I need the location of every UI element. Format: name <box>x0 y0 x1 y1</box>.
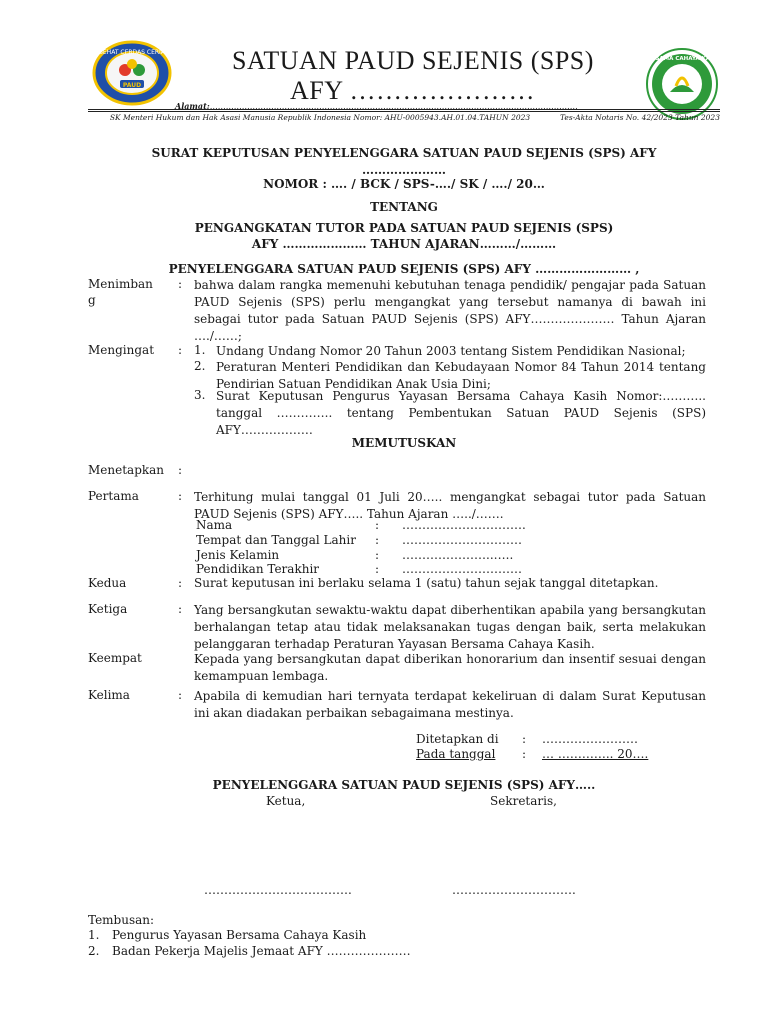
field-value: ………………………… <box>402 533 522 547</box>
tembusan-item: Badan Pekerja Majelis Jemaat AFY ………………… <box>112 944 411 958</box>
paud-logo <box>92 40 172 106</box>
menetapkan-label: Menetapkan <box>88 463 165 477</box>
menimbang-text: bahwa dalam rangka memenuhi kebutuhan tenaga pendidik/ pengajar pada Satuan PAUD Sejenis (SPS) perlu mengangkat yang tersebut namanya di bawah ini sebagai tutor pada Satuan PAUD Sejenis (SPS) AFY………………… Tahun Ajaran …./……; <box>194 278 706 343</box>
field-colon: : <box>375 548 380 562</box>
subject-line2: AFY ………………… TAHUN AJARAN………/……… <box>251 237 557 251</box>
ketiga-text: Yang bersangkutan sewaktu-waktu dapat diberhentikan apabila yang bersangkutan berhalangan tetap atau tidak melaksanakan tugas dengan baik, serta melakukan pelanggaran terhadap Peraturan Yayasan Bersama Cahaya Kasih. <box>194 603 706 651</box>
tembusan-item-num: 2. <box>88 944 100 958</box>
field-value: ………………………… <box>402 562 522 576</box>
keempat-label: Keempat <box>88 651 142 665</box>
decree-number: NOMOR : …. / BCK / SPS-…./ SK / …./ 20… <box>263 177 545 191</box>
mengingat-item-num: 1. <box>194 343 206 357</box>
ketiga-label: Ketiga <box>88 602 128 616</box>
sekretaris-signature-line: …………………………. <box>452 883 576 897</box>
mengingat-item-num: 3. <box>194 388 206 402</box>
field-value: …………………………. <box>402 518 526 532</box>
penyelenggara-heading: PENYELENGGARA SATUAN PAUD SEJENIS (SPS) AFY …………………… , <box>168 262 640 276</box>
mengingat-item: Undang Undang Nomor 20 Tahun 2003 tentang Sistem Pendidikan Nasional; <box>216 344 686 358</box>
sekretaris-label: Sekretaris, <box>490 794 557 808</box>
header-divider <box>88 109 720 110</box>
pertama-label: Pertama <box>88 489 139 503</box>
mengingat-item-num: 2. <box>194 359 206 373</box>
pada-tanggal-value: … ………….. 20…. <box>542 747 649 761</box>
mengingat-label: Mengingat <box>88 343 155 357</box>
header-divider-thin <box>88 111 720 112</box>
keempat-text: Kepada yang bersangkutan dapat diberikan honorarium dan insentif sesuai dengan kemampuan lembaga. <box>194 652 706 683</box>
field-label: Jenis Kelamin <box>196 548 280 562</box>
pada-tanggal-colon: : <box>522 747 527 761</box>
ditetapkan-label: Ditetapkan di <box>416 732 499 746</box>
ketua-signature-line: ………………………………. <box>204 883 352 897</box>
paud-logo-bottom-text: PAUD <box>122 82 142 89</box>
address-dots: ………………………………………………………………………………………………………………………… <box>209 102 578 111</box>
address-label: Alamat: <box>175 101 210 111</box>
ditetapkan-value: …………………… <box>542 732 638 746</box>
field-colon: : <box>375 533 380 547</box>
field-colon: : <box>375 518 380 532</box>
decree-title: SURAT KEPUTUSAN PENYELENGGARA SATUAN PAUD SEJENIS (SPS) AFY <box>151 146 657 160</box>
pertama-colon: : <box>178 489 183 503</box>
pada-tanggal-label: Pada tanggal <box>416 747 496 761</box>
field-value: …………………..….. <box>402 548 514 562</box>
ditetapkan-colon: : <box>522 732 527 746</box>
tembusan-item-num: 1. <box>88 928 100 942</box>
notary-reference: Tes-Akta Notaris No. 42/2023 Tahun 2023 <box>560 113 720 122</box>
menimbang-colon: : <box>178 277 183 291</box>
sk-reference: SK Menteri Hukum dan Hak Asasi Manusia Republik Indonesia Nomor: AHU-0005943.AH.01.04.TAHUN 2023 <box>109 113 531 122</box>
yayasan-logo-text: BERSAMA CAHAYA KASIH <box>646 56 718 62</box>
field-colon: : <box>375 562 380 576</box>
menimbang-label-wrap: g <box>88 293 96 307</box>
tembusan-label: Tembusan: <box>88 913 155 927</box>
menimbang-label: Menimban <box>88 277 153 291</box>
pertama-text: Terhitung mulai tanggal 01 Juli 20….. mengangkat sebagai tutor pada Satuan PAUD Sejenis (SPS) AFY….. Tahun Ajaran …../……. <box>194 490 706 521</box>
decree-title-dots: ………………… <box>362 163 446 177</box>
kedua-colon: : <box>178 576 183 590</box>
mengingat-item: Peraturan Menteri Pendidikan dan Kebudayaan Nomor 84 Tahun 2014 tentang Pendirian Satuan Pendidikan Anak Usia Dini; <box>216 360 706 391</box>
school-title: SATUAN PAUD SEJENIS (SPS) <box>232 46 594 75</box>
signature-org: PENYELENGGARA SATUAN PAUD SEJENIS (SPS) AFY….. <box>212 778 596 792</box>
school-title-line2: AFY ………………… <box>290 76 536 105</box>
ketua-label: Ketua, <box>266 794 306 808</box>
tembusan-item: Pengurus Yayasan Bersama Cahaya Kasih <box>112 928 367 942</box>
menetapkan-colon: : <box>178 463 183 477</box>
kelima-label: Kelima <box>88 688 130 702</box>
kedua-text: Surat keputusan ini berlaku selama 1 (satu) tahun sejak tanggal ditetapkan. <box>194 576 659 590</box>
kelima-colon: : <box>178 688 183 702</box>
field-label: Nama <box>196 518 233 532</box>
subject-line1: PENGANGKATAN TUTOR PADA SATUAN PAUD SEJENIS (SPS) <box>194 221 614 235</box>
field-label: Tempat dan Tanggal Lahir <box>196 533 356 547</box>
field-label: Pendidikan Terakhir <box>196 562 320 576</box>
paud-logo-top-text: SEHAT CERDAS CERIA <box>99 49 165 56</box>
kelima-text: Apabila di kemudian hari ternyata terdapat kekeliruan di dalam Surat Keputusan ini akan diadakan perbaikan sebagaimana mestinya. <box>194 689 706 720</box>
kedua-label: Kedua <box>88 576 127 590</box>
tentang-heading: TENTANG <box>370 200 438 214</box>
ketiga-colon: : <box>178 602 183 616</box>
memutuskan-heading: MEMUTUSKAN <box>351 436 457 450</box>
mengingat-colon: : <box>178 343 183 357</box>
mengingat-item: Surat Keputusan Pengurus Yayasan Bersama Cahaya Kasih Nomor:……….. tanggal ………….. tentang Pembentukan Satuan PAUD Sejenis (SPS) AFY……………… <box>216 389 706 437</box>
